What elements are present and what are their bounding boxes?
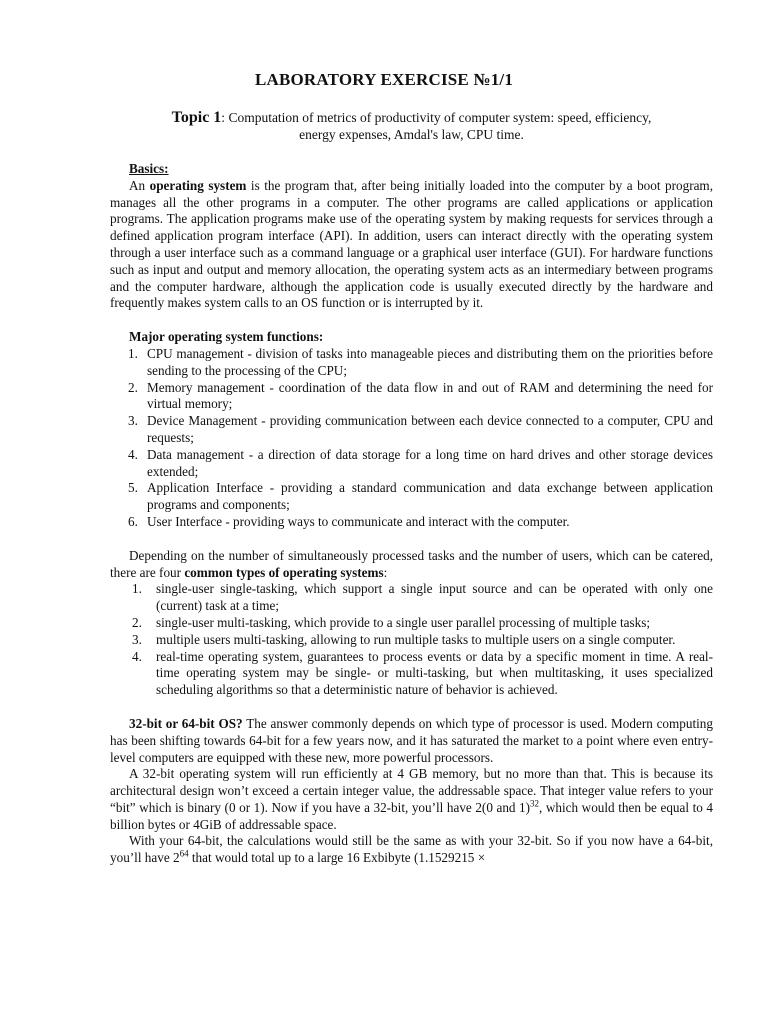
types-intro <box>110 548 713 582</box>
list-number: 5. <box>128 480 138 496</box>
list-item <box>110 514 713 531</box>
list-text: CPU management - division of tasks into manageable pieces and distributing them on the priorities before sending to the processing of the CPU; <box>147 345 713 378</box>
list-number: 3. <box>128 413 138 429</box>
document-title: LABORATORY EXERCISE №1/1 <box>254 70 514 89</box>
list-number: 1. <box>132 581 142 597</box>
basics-term: operating system <box>149 177 247 193</box>
list-number: 2. <box>132 614 142 630</box>
types-list <box>110 581 713 699</box>
bits-paragraph-2 <box>110 766 713 833</box>
bits-question: 32-bit or 64-bit OS? <box>129 715 243 731</box>
functions-heading: Major operating system functions: <box>129 329 324 345</box>
topic-colon: : <box>221 110 226 125</box>
list-item <box>110 649 713 699</box>
list-text: real-time operating system, guarantees to process events or data by a specific moment in time. A real-time operating system may be single- or multi-tasking, but when multitasking, it uses specialized scheduling algorithms so that a deterministic nature of behavior is achieved. <box>156 648 713 698</box>
topic-label: Topic 1 <box>171 109 222 126</box>
basics-text-a: An <box>129 177 150 193</box>
basics-heading: Basics: <box>129 161 169 176</box>
list-text: single-user multi-tasking, which provide to a single user parallel processing of multiple tasks; <box>156 614 651 630</box>
list-number: 6. <box>128 513 138 529</box>
list-item <box>110 447 713 481</box>
topic-line-2: energy expenses, Amdal's law, CPU time. <box>299 127 524 142</box>
list-item <box>110 615 713 632</box>
bits-paragraph-1 <box>110 716 713 766</box>
bits-paragraph-3 <box>110 833 713 867</box>
bits-text-3b: that would total up to a large 16 Exbibyte (1.1529215 × <box>188 850 486 866</box>
list-number: 1. <box>128 345 138 361</box>
types-intro-term: common types of operating systems <box>184 564 384 580</box>
list-text: Memory management - coordination of the data flow in and out of RAM and determining the need for virtual memory; <box>147 379 713 412</box>
bits-text-3a: With your 64-bit, the calculations would still be the same as with your 32-bit. So if you now have a 64-bit, you’ll have 2 <box>110 833 713 866</box>
list-item <box>110 581 713 615</box>
list-text: Data management - a direction of data storage for a long time on hard drives and other storage devices extended; <box>147 446 713 479</box>
list-text: single-user single-tasking, which support a single input source and can be operated with only one (current) task at a time; <box>156 581 713 614</box>
list-item <box>110 480 713 514</box>
types-intro-colon: : <box>383 564 388 580</box>
basics-text-b: is the program that, after being initially loaded into the computer by a boot program, manages all the other programs in a computer. The other programs are called applications or application programs. The application programs make use of the operating system by making requests for services through a defined application program interface (API). In addition, users can interact directly with the operating system through a user interface such as a command language or a graphical user interface (GUI). For hardware functions such as input and output and memory allocation, the operating system acts as an intermediary between programs and the computer hardware, although the application code is usually executed directly by the hardware and frequently makes system calls to an OS function or is interrupted by it. <box>110 177 713 311</box>
topic-line-1: Computation of metrics of productivity of computer system: speed, efficiency, <box>225 110 652 125</box>
list-item <box>110 380 713 414</box>
list-number: 3. <box>132 631 142 647</box>
list-number: 2. <box>128 379 138 395</box>
topic-block <box>110 109 713 143</box>
bits-text-2b: , which would then be equal to 4 billion bytes or 4GiB of addressable space. <box>110 799 713 832</box>
list-text: Device Management - providing communication between each device connected to a computer, CPU and requests; <box>147 413 713 445</box>
types-intro-text: Depending on the number of simultaneously processed tasks and the number of users, which can be catered, there are four <box>110 547 713 580</box>
document-body <box>110 161 713 867</box>
bits-text-2a: A 32-bit operating system will run efficiently at 4 GB memory, but no more than that. This is because its architectural design won’t exceed a certain integer value, the addressable space. That integer value refers to your “bit” which is binary (0 or 1). Now if you have a 32-bit, you’ll have 2(0 and 1) <box>110 766 713 815</box>
list-number: 4. <box>128 446 138 462</box>
list-text: User Interface - providing ways to communicate and interact with the computer. <box>147 513 570 529</box>
list-item <box>110 632 713 649</box>
functions-list <box>110 346 713 531</box>
list-item <box>110 346 713 380</box>
list-item <box>110 413 713 447</box>
list-text: Application Interface - providing a standard communication and data exchange between application programs and components; <box>147 480 713 513</box>
list-text: multiple users multi-tasking, allowing to run multiple tasks to multiple users on a single computer. <box>156 631 676 647</box>
list-number: 4. <box>132 648 142 664</box>
bits-text-1: The answer commonly depends on which type of processor is used. Modern computing has been shifting towards 64-bit for a few years now, and it has saturated the market to a point where even entry-level computers are equipped with these new, more powerful processors. <box>110 715 713 765</box>
exponent-64: 64 <box>179 848 189 859</box>
basics-paragraph <box>110 178 713 312</box>
exponent-32: 32 <box>530 798 540 809</box>
